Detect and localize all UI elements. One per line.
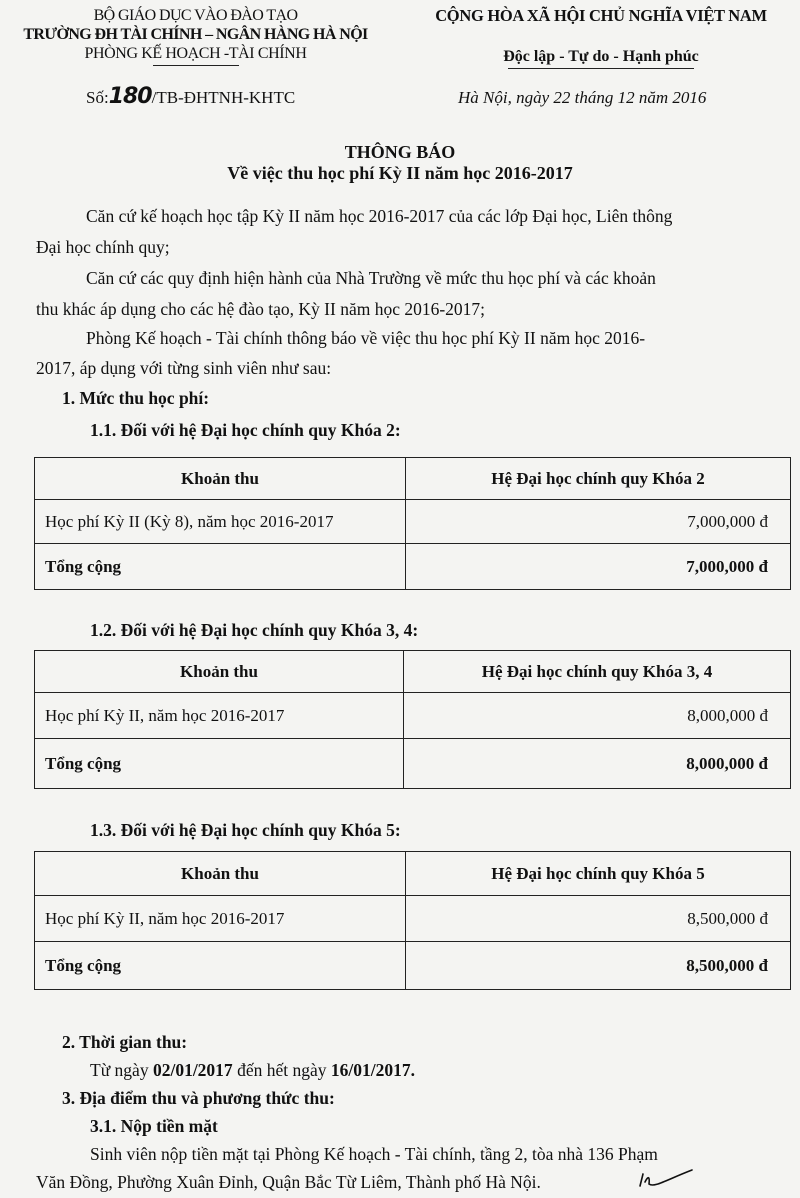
column-header-program: Hệ Đại học chính quy Khóa 5 [406, 852, 791, 896]
column-header-khoan-thu: Khoản thu [35, 852, 406, 896]
period-text-from: Từ ngày [90, 1060, 153, 1080]
total-label: Tổng cộng [35, 942, 406, 990]
fee-item-label: Học phí Kỳ II (Kỳ 8), năm học 2016-2017 [35, 500, 406, 544]
doc-number-handwritten: 180 [108, 84, 152, 109]
total-label: Tổng cộng [35, 544, 406, 590]
national-motto: Độc lập - Tự do - Hạnh phúc [503, 48, 699, 65]
doc-number-prefix: Số: [86, 88, 109, 107]
collection-period [90, 1055, 415, 1086]
total-amount: 7,000,000 đ [406, 544, 791, 590]
total-amount: 8,500,000 đ [406, 942, 791, 990]
section-3-1-line-2: Văn Đồng, Phường Xuân Đỉnh, Quận Bắc Từ Liêm, Thành phố Hà Nội. [36, 1172, 541, 1192]
fee-table-khoa-2 [34, 457, 791, 590]
doc-number-suffix: /TB-ĐHTNH-KHTC [151, 88, 296, 107]
section-1-2-heading: 1.2. Đối với hệ Đại học chính quy Khóa 3, 4: [90, 620, 419, 640]
column-header-program: Hệ Đại học chính quy Khóa 2 [406, 458, 791, 500]
issuer-block [18, 6, 373, 66]
handwritten-initial-mark [636, 1166, 696, 1192]
document-date: Hà Nội, ngày 22 tháng 12 năm 2016 [458, 88, 707, 107]
fee-item-amount: 7,000,000 đ [406, 500, 791, 544]
department-name: PHÒNG KẾ HOẠCH -TÀI CHÍNH [84, 45, 307, 62]
column-header-program: Hệ Đại học chính quy Khóa 3, 4 [404, 651, 791, 693]
total-label: Tổng cộng [35, 739, 404, 789]
document-subtitle: Về việc thu học phí Kỳ II năm học 2016-2017 [227, 163, 573, 183]
total-amount: 8,000,000 đ [404, 739, 791, 789]
header-right-rule [508, 68, 694, 69]
paragraph-1-line-1: Căn cứ kế hoạch học tập Kỳ II năm học 2016-2017 của các lớp Đại học, Liên thông [86, 206, 673, 226]
fee-item-amount: 8,500,000 đ [406, 896, 791, 942]
paragraph-3-line-1: Phòng Kế hoạch - Tài chính thông báo về việc thu học phí Kỳ II năm học 2016- [86, 328, 646, 348]
section-1-heading: 1. Mức thu học phí: [62, 388, 210, 408]
fee-item-label: Học phí Kỳ II, năm học 2016-2017 [35, 693, 404, 739]
document-title: THÔNG BÁO [344, 142, 456, 162]
section-1-3-heading: 1.3. Đối với hệ Đại học chính quy Khóa 5: [90, 820, 401, 840]
period-text-to: đến hết ngày [232, 1060, 331, 1080]
national-header [402, 6, 800, 69]
section-3-heading: 3. Địa điểm thu và phương thức thu: [62, 1088, 335, 1108]
period-start-date: 02/01/2017 [152, 1060, 233, 1080]
paragraph-1-line-2: Đại học chính quy; [36, 237, 170, 257]
section-3-1-line-1: Sinh viên nộp tiền mặt tại Phòng Kế hoạch - Tài chính, tầng 2, tòa nhà 136 Phạm [90, 1144, 658, 1164]
fee-item-amount: 8,000,000 đ [404, 693, 791, 739]
paragraph-2-line-1: Căn cứ các quy định hiện hành của Nhà Trường về mức thu học phí và các khoản [86, 268, 656, 288]
column-header-khoan-thu: Khoản thu [35, 651, 404, 693]
period-end-date: 16/01/2017. [330, 1060, 415, 1080]
section-3-1-heading: 3.1. Nộp tiền mặt [90, 1116, 218, 1136]
paragraph-3-line-2: 2017, áp dụng với từng sinh viên như sau: [36, 358, 332, 378]
fee-item-label: Học phí Kỳ II, năm học 2016-2017 [35, 896, 406, 942]
document-number [86, 84, 295, 109]
column-header-khoan-thu: Khoản thu [35, 458, 406, 500]
country-name: CỘNG HÒA XÃ HỘI CHỦ NGHĨA VIỆT NAM [435, 6, 767, 25]
paragraph-2-line-2: thu khác áp dụng cho các hệ đào tạo, Kỳ II năm học 2016-2017; [36, 299, 486, 319]
header-left-rule [153, 65, 239, 66]
fee-table-khoa-5 [34, 851, 791, 990]
ministry-name: BỘ GIÁO DỤC VÀO ĐÀO TẠO [93, 7, 298, 24]
section-2-heading: 2. Thời gian thu: [62, 1032, 188, 1052]
fee-table-khoa-3-4 [34, 650, 791, 789]
university-name: TRƯỜNG ĐH TÀI CHÍNH – NGÂN HÀNG HÀ NỘI [23, 26, 368, 43]
section-1-1-heading: 1.1. Đối với hệ Đại học chính quy Khóa 2: [90, 420, 401, 440]
